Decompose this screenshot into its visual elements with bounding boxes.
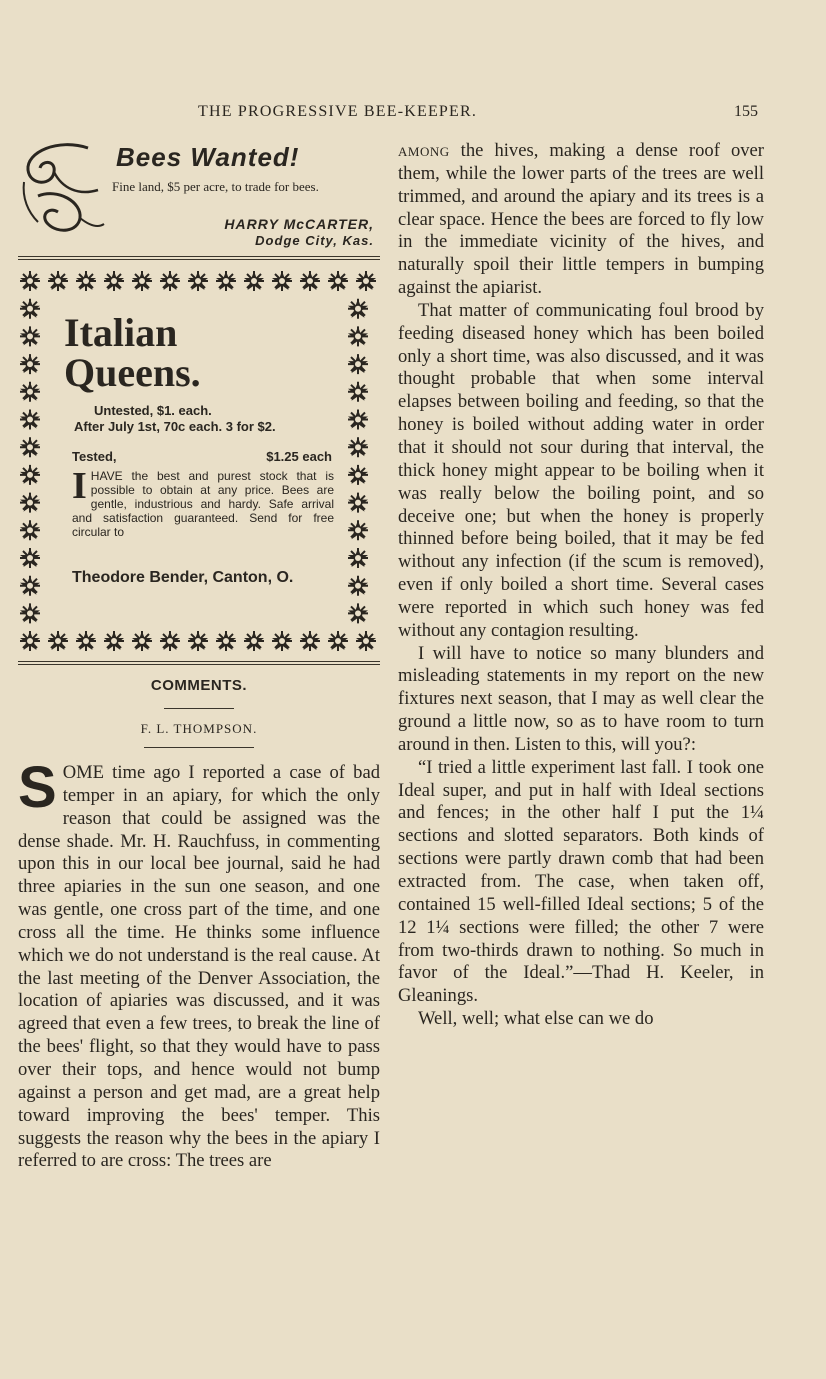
- right-column: [398, 140, 764, 1031]
- ornament-mark: [20, 520, 40, 540]
- ornament-mark: [132, 631, 152, 651]
- ornament-mark: [348, 437, 368, 457]
- divider-rule: [18, 661, 380, 665]
- ornament-mark: [20, 354, 40, 374]
- ornament-mark: [348, 299, 368, 319]
- ornament-mark: [348, 548, 368, 568]
- running-title: THE PROGRESSIVE BEE-KEEPER.: [198, 103, 478, 120]
- ornament-mark: [272, 271, 292, 291]
- divider-rule: [18, 256, 380, 260]
- ornament-mark: [188, 631, 208, 651]
- ornament-mark: [244, 271, 264, 291]
- untested-price: Untested, $1. each.: [94, 403, 212, 418]
- after-july-price: After July 1st, 70c each. 3 for $2.: [74, 419, 276, 434]
- ornament-mark: [348, 354, 368, 374]
- bees-wanted-title: Bees Wanted!: [116, 142, 300, 172]
- ornament-mark: [20, 603, 40, 623]
- tested-row: [72, 449, 332, 464]
- paragraph: [398, 140, 764, 300]
- ornament-mark: [300, 271, 320, 291]
- ornament-mark: [348, 326, 368, 346]
- queens-title-line2: Queens.: [64, 350, 201, 395]
- right-article: [398, 140, 764, 1031]
- tested-label: Tested,: [72, 449, 117, 464]
- ornament-mark: [132, 271, 152, 291]
- running-header: [18, 103, 758, 125]
- queens-signature: Theodore Bender, Canton, O.: [72, 569, 294, 586]
- paragraph: “I tried a little experiment last fall. I took one Ideal super, and put in half with Ideal sections and fences; in the other half I put the 1¼ sections and slotted separators. Both kinds of sections were partly drawn comb that had been extracted from. The case, when taken off, contained 15 well-filled Ideal sections; 5 of the 12 1¼ sections were filled; the other 7 were from two-thirds drawn to nothing. So much in favor of the Ideal.”—Thad H. Keeler, in Gleanings.: [398, 756, 764, 1007]
- ornament-mark: [348, 520, 368, 540]
- ornament-mark: [104, 271, 124, 291]
- ornament-mark: [20, 271, 40, 291]
- ornament-mark: [48, 271, 68, 291]
- queens-title: [64, 310, 201, 395]
- ornament-mark: [20, 465, 40, 485]
- flourish-ornament-icon: [18, 142, 108, 234]
- tested-price: $1.25 each: [266, 449, 332, 464]
- ornament-mark: [20, 548, 40, 568]
- page-number: 155: [734, 103, 758, 120]
- ornament-mark: [244, 631, 264, 651]
- ornament-mark: [20, 493, 40, 513]
- ornament-mark: [20, 299, 40, 319]
- ornament-mark: [104, 631, 124, 651]
- ornament-mark: [48, 631, 68, 651]
- ornament-mark: [272, 631, 292, 651]
- queens-body: [72, 465, 334, 539]
- ornament-mark: [188, 271, 208, 291]
- queens-dropcap: I: [72, 465, 87, 507]
- lead-word: among: [398, 140, 450, 161]
- paragraph: Well, well; what else can we do: [418, 1008, 654, 1030]
- ornament-mark: [20, 437, 40, 457]
- bees-wanted-text: Fine land, $5 per acre, to trade for bees.: [112, 179, 319, 194]
- ornament-mark: [328, 271, 348, 291]
- queens-body-text: HAVE the best and purest stock that is possible to obtain at any price. Bees are gentle, industrious and hardy. Safe arrival and satisfaction guaranteed. Send for free circular to: [72, 469, 334, 539]
- left-article: [18, 755, 380, 1173]
- paragraph: That matter of communicating foul brood by feeding diseased honey which has been boiled only a short time, was also discussed, and it was thought probable that when some interval elapses between boiling and feeding, so that the honey is boiled without adding water in order that it should not sour during that interval, the thick honey might appear to be boiling when it was really below the boiling point, and so deceive one; but when the honey is properly thinned before being boiled, that it may be fed without any infection (if the scum is removed), even if only boiled a short time. Several cases were reported in which such honey was fed without any contagion resulting.: [398, 299, 764, 641]
- paragraph-text: the hives, making a dense roof over them, while the lower parts of the trees are well trimmed, and around the apiary and its trees is a clear space. Hence the bees are forced to fly low in the immediate vicinity of the hives, and naturally spoil their little tempers in bumping against the apiarist.: [398, 140, 764, 299]
- article-dropcap: S: [18, 755, 57, 820]
- ornament-mark: [76, 631, 96, 651]
- ornament-mark: [348, 493, 368, 513]
- ornament-mark: [356, 631, 376, 651]
- ornament-mark: [356, 271, 376, 291]
- ornament-mark: [160, 631, 180, 651]
- bees-wanted-city: Dodge City, Kas.: [255, 233, 374, 248]
- ornament-mark: [328, 631, 348, 651]
- ornament-mark: [348, 603, 368, 623]
- ornament-mark: [216, 631, 236, 651]
- ornament-mark: [20, 382, 40, 402]
- ornament-mark: [20, 576, 40, 596]
- ornament-mark: [348, 465, 368, 485]
- paragraph: I will have to notice so many blunders and misleading statements in my report on the new fixtures next season, that I may as well clear the ground a little now, so as to have room to turn around in then. Listen to this, will you?:: [398, 642, 764, 755]
- bees-wanted-name: HARRY McCARTER,: [224, 216, 374, 232]
- italian-queens-ad: [18, 269, 380, 655]
- left-column: [18, 140, 380, 1173]
- ornament-mark: [160, 271, 180, 291]
- ornament-mark: [300, 631, 320, 651]
- author-byline: F. L. THOMPSON.: [140, 721, 258, 736]
- ornament-mark: [348, 576, 368, 596]
- ornament-mark: [216, 271, 236, 291]
- ornament-mark: [20, 326, 40, 346]
- ornament-mark: [348, 382, 368, 402]
- section-heading: COMMENTS.: [150, 677, 248, 694]
- ornament-mark: [76, 271, 96, 291]
- bees-wanted-ad: [18, 140, 380, 252]
- queens-title-line1: Italian: [64, 310, 178, 355]
- paragraph: [18, 755, 380, 1173]
- paragraph-text: OME time ago I reported a case of bad temper in an apiary, for which the only reason that could be assigned was the dense shade. Mr. H. Rauchfuss, in commenting upon this in our local bee journal, said he had three apiaries in the sun one season, and one was gentle, one cross part of the time, and one cross all the time. He thinks some influence which we do not understand is the real cause. At the last meeting of the Denver Association, the location of apiaries was discussed, and it was agreed that even a few trees, to break the line of the bees' flight, so that they would have to pass over their tops, and hence would not bump against a person and get mad, are a great help toward improving the bees' temper. This suggests the reason why the bees in the apiary I referred to are cross: The trees are: [18, 762, 380, 1172]
- ornament-mark: [20, 631, 40, 651]
- short-rule: [164, 708, 234, 709]
- ornament-mark: [348, 410, 368, 430]
- ornament-mark: [20, 410, 40, 430]
- short-rule: [144, 747, 254, 748]
